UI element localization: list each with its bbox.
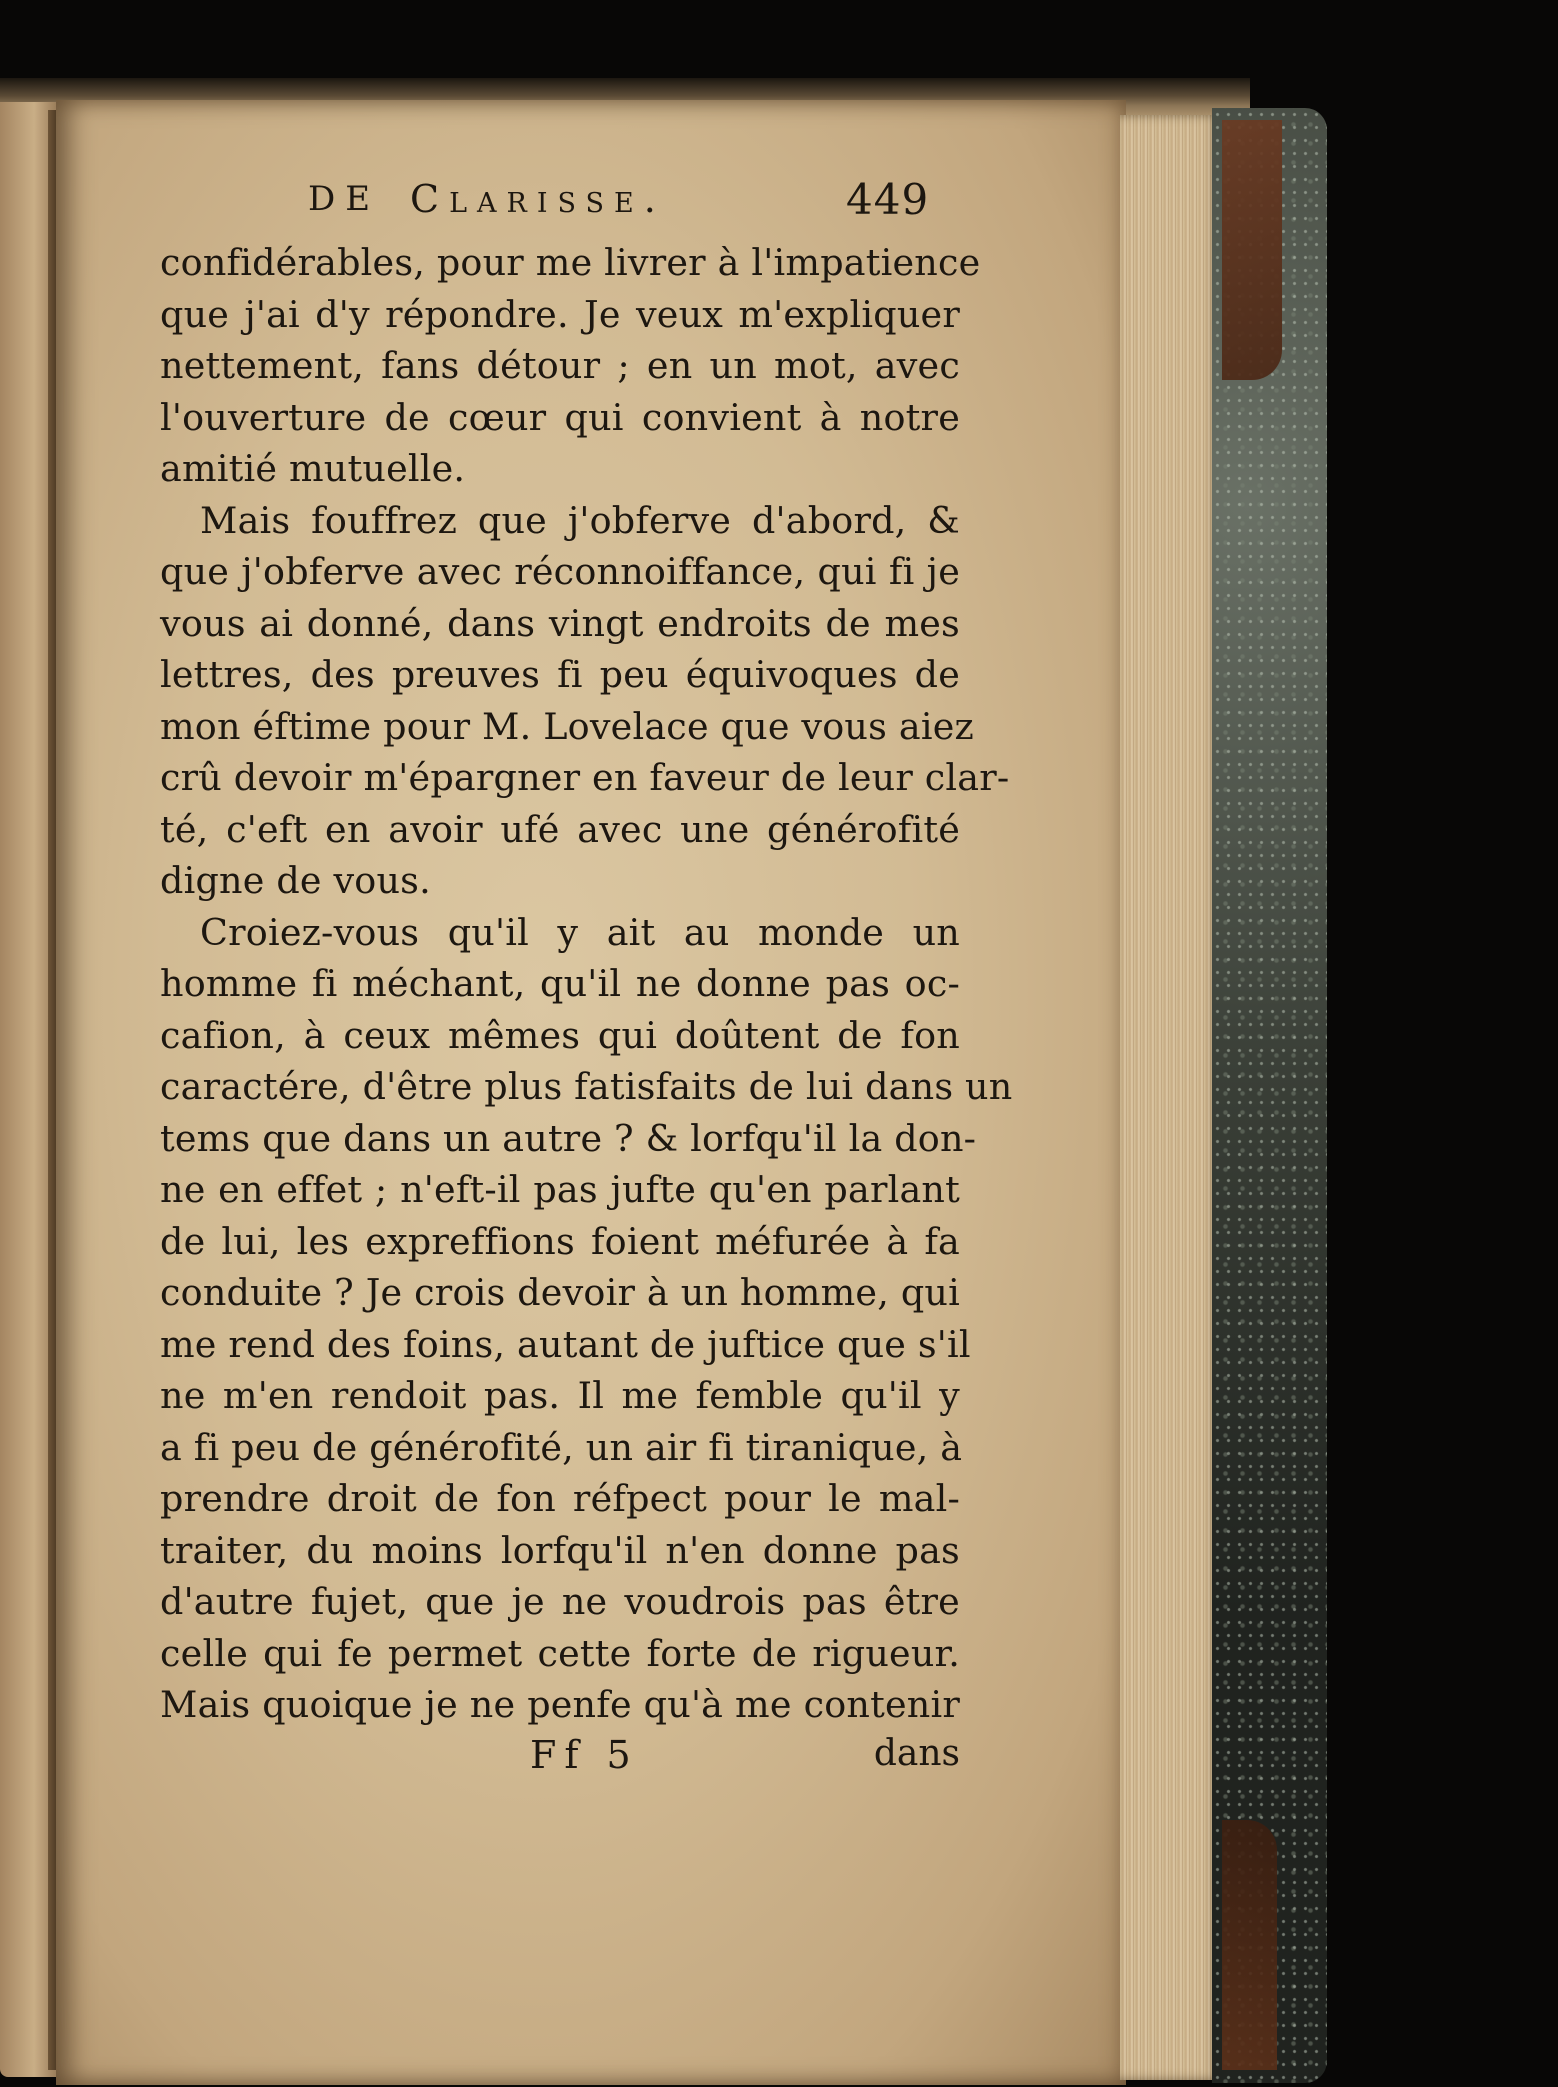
text-line: cafion, à ceux mêmes qui doûtent de fon [160,1013,960,1057]
running-head-prefix: DE [308,179,381,219]
text-line: traiter, du moins lorfqu'il n'en donne pas [160,1528,960,1572]
text-line: lettres, des preuves fi peu équivoques de [160,653,960,696]
text-line: caractére, d'être plus fatisfaits de lui dans un [160,1065,1013,1108]
text-line: homme fi méchant, qu'il ne donne pas oc- [160,962,960,1005]
text-line: ne m'en rendoit pas. Il me femble qu'il y [160,1374,960,1417]
text-line: confidérables, pour me livrer à l'impatience [160,241,981,284]
text-line: Mais quoique je ne penfe qu'à me contenir [160,1683,960,1726]
text-line: té, c'eft en avoir ufé avec une générofité [160,807,960,851]
paragraph-start-line: Mais fouffrez que j'obferve d'abord, & [200,498,960,542]
page-stack-edge [1120,115,1220,2080]
text-line: l'ouverture de cœur qui convient à notre [160,395,960,439]
page-footer [160,1733,960,1793]
text-line: que j'obferve avec réconnoiffance, qui fi je [160,550,960,593]
text-line: celle qui fe permet cette forte de rigueur. [160,1631,960,1675]
text-line: que j'ai d'y répondre. Je veux m'expliquer [160,292,960,336]
text-line: de lui, les expreffions foient méfurée à fa [160,1219,960,1263]
text-line: ne en effet ; n'eft-il pas jufte qu'en parlant [160,1168,960,1211]
text-line: crû devoir m'épargner en faveur de leur clar- [160,756,1010,799]
page-number: 449 [846,175,930,224]
text-line: prendre droit de fon réfpect pour le mal- [160,1477,960,1520]
text-line: digne de vous. [160,859,431,902]
text-line: me rend des foins, autant de juftice que s'il [160,1322,971,1366]
leather-corner-top [1222,120,1282,380]
text-line: mon éftime pour M. Lovelace que vous aiez [160,704,974,748]
book-cover-board [1212,108,1327,2083]
page-text [160,165,1013,1793]
text-line: d'autre fujet, que je ne voudrois pas être [160,1580,960,1623]
paragraph-start-line: Croiez-vous qu'il y ait au monde un [200,910,960,954]
text-line: nettement, fans détour ; en un mot, avec [160,344,960,387]
leather-corner-bottom [1222,1820,1277,2070]
running-head-title: Clarisse. [410,177,666,221]
signature-mark: Ff 5 [530,1732,639,1777]
running-head [160,165,960,237]
text-line: conduite ? Je crois devoir à un homme, qui [160,1271,960,1314]
text-line: amitié mutuelle. [160,447,466,490]
marbled-texture [1212,108,1327,2083]
text-line: tems que dans un autre ? & lorfqu'il la don- [160,1116,977,1160]
text-line: vous ai donné, dans vingt endroits de mes [160,601,960,645]
text-line: a fi peu de générofité, un air fi tiranique, à [160,1425,963,1469]
catchword: dans [873,1732,960,1774]
